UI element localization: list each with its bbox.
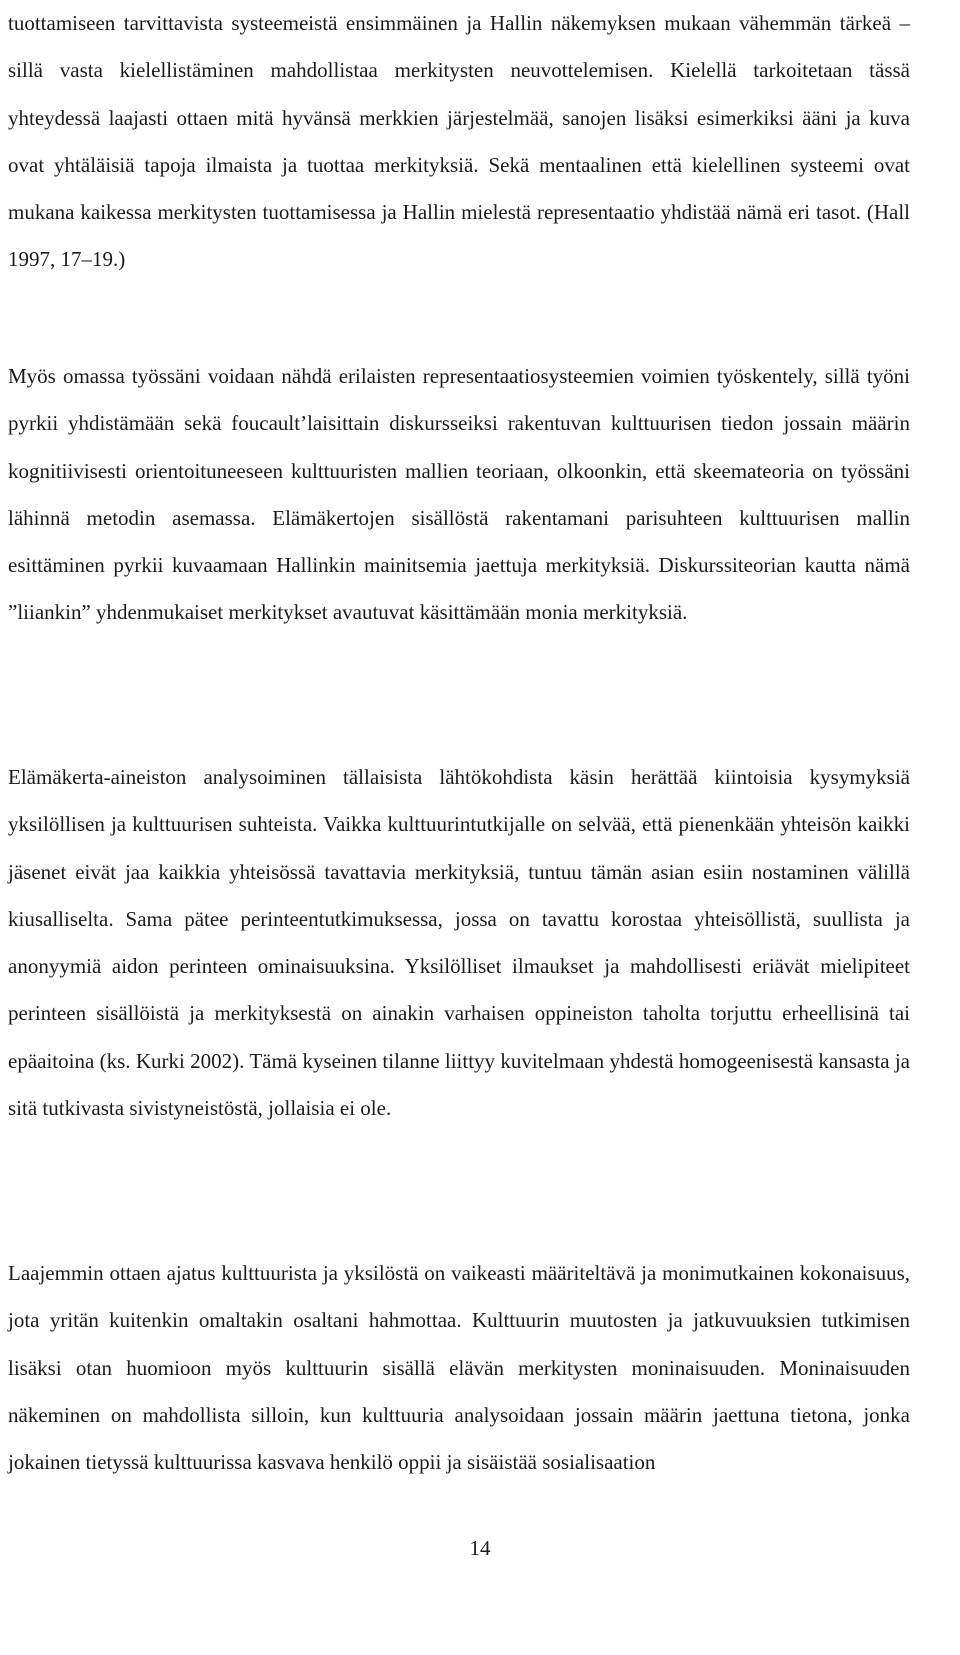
paragraph-2: Myös omassa työssäni voidaan nähdä erilaisten representaatiosysteemien voimien työskentely, sillä työni pyrkii yhdistämään sekä foucault’laisittain diskursseiksi rakentuvan kulttuurisen tiedon jossain määrin kognitiivisesti orientoituneeseen kulttuuristen mallien teoriaan, olkoonkin, että skeemateoria on työssäni lähinnä metodin asemassa. Elämäkertojen sisällöstä rakentamani parisuhteen kulttuurisen mallin esittäminen pyrkii kuvaamaan Hallinkin mainitsemia jaettuja merkityksiä. Diskurssiteorian kautta nämä ”liiankin” yhdenmukaiset merkitykset avautuvat käsittämään monia merkityksiä. [8, 364, 910, 625]
paragraph-3: Elämäkerta-aineiston analysoiminen tällaisista lähtökohdista käsin herättää kiintoisia kysymyksiä yksilöllisen ja kulttuurisen suhteista. Vaikka kulttuurintutkijalle on selvää, että pienenkään yhteisön kaikki jäsenet eivät jaa kaikkia yhteisössä tavattavia merkityksiä, tuntuu tämän asian esiin nostaminen välillä kiusalliselta. Sama pätee perinteentutkimuksessa, jossa on tavattu korostaa yhteisöllistä, suullista ja anonyymiä aidon perinteen ominaisuuksina. Yksilölliset ilmaukset ja mahdollisesti eriävät mielipiteet perinteen sisällöistä ja merkityksestä on ainakin varhaisen oppineiston taholta torjuttu erheellisinä tai epäaitoina (ks. Kurki 2002). Tämä kyseinen tilanne liittyy kuvitelmaan yhdestä homogeenisestä kansasta ja sitä tutkivasta sivistyneistöstä, jollaisia ei ole. [8, 765, 910, 1121]
paragraph-4: Laajemmin ottaen ajatus kulttuurista ja yksilöstä on vaikeasti määriteltävä ja monimutkainen kokonaisuus, jota yritän kuitenkin omaltakin osaltani hahmottaa. Kulttuurin muutosten ja jatkuvuuksien tutkimisen lisäksi otan huomioon myös kulttuurin sisällä elävän merkitysten moninaisuuden. Moninaisuuden näkeminen on mahdollista silloin, kun kulttuuria analysoidaan jossain määrin jaettuna tietona, jonka jokainen tietyssä kulttuurissa kasvava henkilö oppii ja sisäistää sosialisaation [8, 1261, 910, 1475]
page-number: 14 [469, 1536, 491, 1560]
paragraph-1: tuottamiseen tarvittavista systeemeistä ensimmäinen ja Hallin näkemyksen mukaan vähemmän tärkeä – sillä vasta kielellistäminen mahdollistaa merkitysten neuvottelemisen. Kielellä tarkoitetaan tässä yhteydessä laajasti ottaen mitä hyvänsä merkkien järjestelmää, sanojen lisäksi esimerkiksi ääni ja kuva ovat yhtäläisiä tapoja ilmaista ja tuottaa merkityksiä. Sekä mentaalinen että kielellinen systeemi ovat mukana kaikessa merkitysten tuottamisessa ja Hallin mielestä representaatio yhdistää nämä eri tasot. (Hall 1997, 17–19.) [8, 11, 910, 272]
